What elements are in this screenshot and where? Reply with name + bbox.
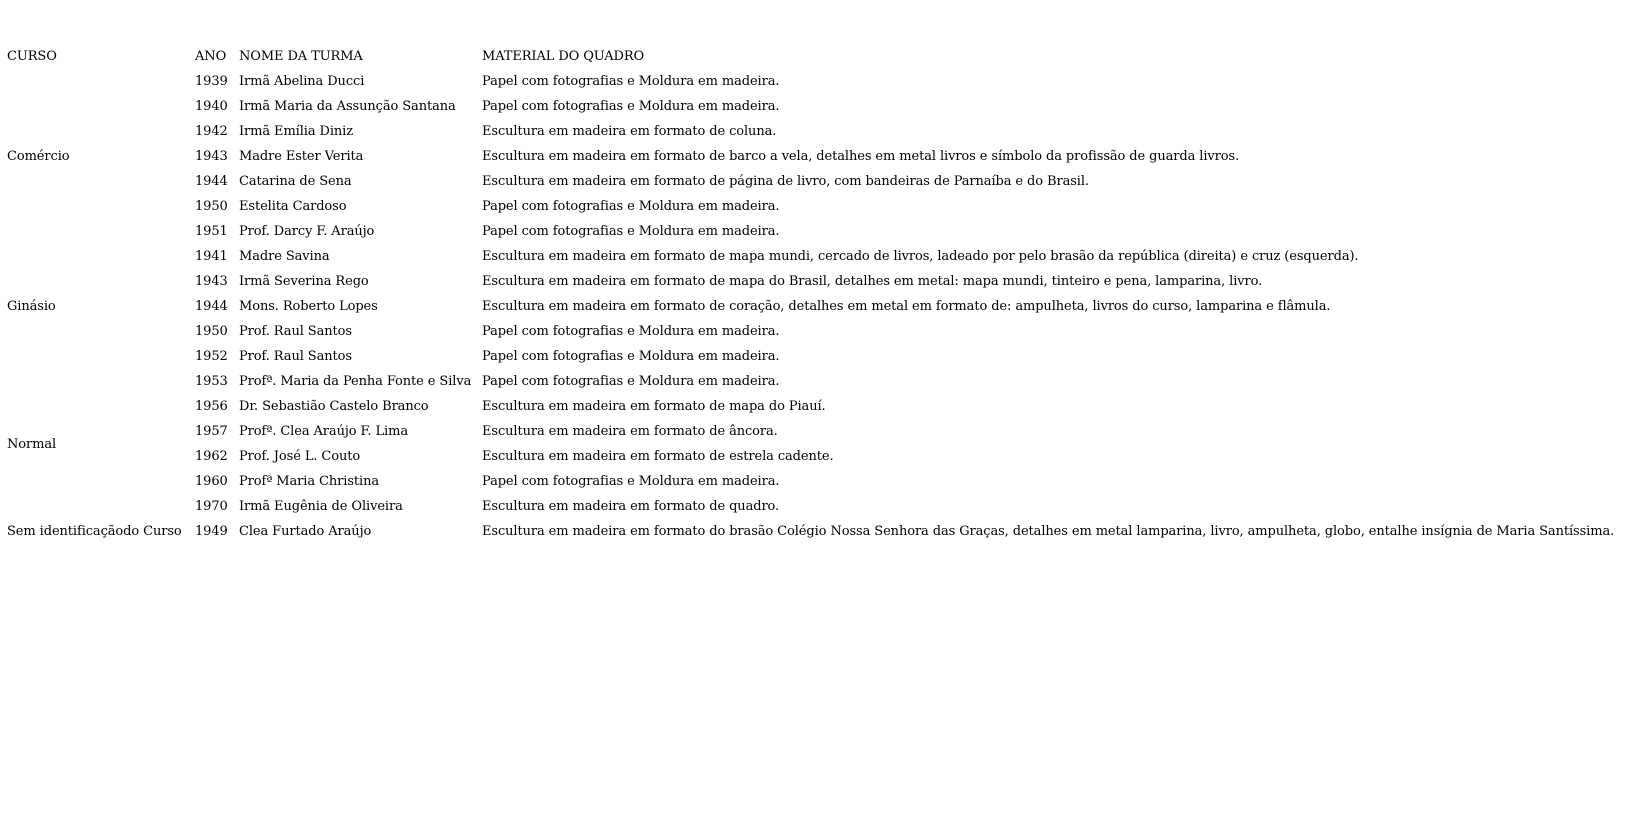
cell-material: Escultura em madeira em formato do brasão Colégio Nossa Senhora das Graças, detalhes em metal lamparina, livro, ampulheta, globo, entalhe insígnia de Maria Santíssima. — [482, 524, 1615, 539]
cell-material: Escultura em madeira em formato de página de livro, com bandeiras de Parnaíba e do Brasil. — [482, 174, 1089, 189]
cell-material: Papel com fotografias e Moldura em madeira. — [482, 99, 780, 114]
cell-ano: 1957 — [195, 424, 228, 439]
table-body — [7, 69, 1614, 544]
cell-material: Papel com fotografias e Moldura em madeira. — [482, 374, 780, 389]
header-turma: NOME DA TURMA — [239, 49, 363, 64]
cell-turma: Madre Ester Verita — [239, 149, 364, 164]
table-row — [7, 469, 1614, 494]
cell-turma: Dr. Sebastião Castelo Branco — [239, 399, 429, 414]
cell-turma: Irmã Severina Rego — [239, 274, 369, 289]
cell-material: Papel com fotografias e Moldura em madeira. — [482, 474, 780, 489]
cell-turma: Prof. Raul Santos — [239, 324, 352, 339]
cell-material: Papel com fotografias e Moldura em madeira. — [482, 199, 780, 214]
cell-material: Escultura em madeira em formato de mapa do Piauí. — [482, 399, 826, 414]
header-material: MATERIAL DO QUADRO — [482, 49, 645, 64]
table-row — [7, 494, 1614, 519]
cell-ano: 1943 — [195, 274, 228, 289]
cell-ano: 1943 — [195, 149, 228, 164]
cell-turma: Prof. Darcy F. Araújo — [239, 224, 375, 239]
cell-material: Escultura em madeira em formato de estrela cadente. — [482, 449, 834, 464]
material-table — [7, 44, 1614, 544]
table-row — [7, 169, 1614, 194]
header-ano: ANO — [195, 49, 227, 64]
header-row — [7, 44, 1614, 69]
cell-ano: 1950 — [195, 324, 228, 339]
cell-turma: Madre Savina — [239, 249, 330, 264]
cell-ano: 1941 — [195, 249, 228, 264]
cell-material: Escultura em madeira em formato de coluna. — [482, 124, 777, 139]
table-row — [7, 269, 1614, 294]
cell-turma: Profª Maria Christina — [239, 474, 379, 489]
cell-material: Papel com fotografias e Moldura em madeira. — [482, 74, 780, 89]
table-row — [7, 144, 1614, 169]
cell-ano: 1950 — [195, 199, 228, 214]
cell-material: Papel com fotografias e Moldura em madeira. — [482, 224, 780, 239]
table-row — [7, 519, 1614, 544]
table-row — [7, 344, 1614, 369]
cell-turma: Irmã Eugênia de Oliveira — [239, 499, 403, 514]
cell-ano: 1951 — [195, 224, 228, 239]
cell-turma: Mons. Roberto Lopes — [239, 299, 378, 314]
table-row — [7, 94, 1614, 119]
cell-material: Escultura em madeira em formato de coração, detalhes em metal em formato de: ampulheta, livros do curso, lamparina e flâmula. — [482, 299, 1331, 314]
cell-material: Escultura em madeira em formato de mapa mundi, cercado de livros, ladeado por pelo brasão da república (direita) e cruz (esquerda). — [482, 249, 1359, 264]
cell-ano: 1953 — [195, 374, 228, 389]
cell-material: Escultura em madeira em formato de barco a vela, detalhes em metal livros e símbolo da profissão de guarda livros. — [482, 149, 1240, 164]
cell-turma: Irmã Emília Diniz — [239, 124, 353, 139]
table-row — [7, 419, 1614, 444]
table-row — [7, 244, 1614, 269]
cell-turma: Profª. Clea Araújo F. Lima — [239, 424, 408, 439]
cell-curso: Comércio — [7, 149, 70, 164]
cell-material: Papel com fotografias e Moldura em madeira. — [482, 324, 780, 339]
cell-turma: Irmã Maria da Assunção Santana — [239, 99, 456, 114]
cell-turma: Prof. José L. Couto — [239, 449, 361, 464]
cell-material: Escultura em madeira em formato de mapa do Brasil, detalhes em metal: mapa mundi, tinteiro e pena, lamparina, livro. — [482, 274, 1263, 289]
cell-ano: 1956 — [195, 399, 228, 414]
cell-ano: 1962 — [195, 449, 228, 464]
table-row — [7, 294, 1614, 319]
table-row — [7, 394, 1614, 419]
cell-curso: Sem identificaçãodo Curso — [7, 524, 182, 539]
cell-turma: Estelita Cardoso — [239, 199, 347, 214]
cell-curso: Ginásio — [7, 299, 56, 314]
cell-ano: 1949 — [195, 524, 228, 539]
table-row — [7, 69, 1614, 94]
cell-material: Escultura em madeira em formato de quadro. — [482, 499, 780, 514]
cell-ano: 1960 — [195, 474, 228, 489]
cell-turma: Irmã Abelina Ducci — [239, 74, 365, 89]
table-row — [7, 219, 1614, 244]
table-row — [7, 369, 1614, 394]
cell-ano: 1970 — [195, 499, 228, 514]
cell-turma: Catarina de Sena — [239, 174, 352, 189]
cell-turma: Prof. Raul Santos — [239, 349, 352, 364]
cell-ano: 1942 — [195, 124, 228, 139]
cell-material: Escultura em madeira em formato de âncora. — [482, 424, 778, 439]
cell-ano: 1952 — [195, 349, 228, 364]
cell-turma: Clea Furtado Araújo — [239, 524, 372, 539]
table-row — [7, 119, 1614, 144]
table-row — [7, 319, 1614, 344]
cell-ano: 1944 — [195, 299, 228, 314]
cell-material: Papel com fotografias e Moldura em madeira. — [482, 349, 780, 364]
cell-curso: Normal — [7, 436, 57, 452]
header-curso: CURSO — [7, 49, 57, 64]
cell-ano: 1940 — [195, 99, 228, 114]
table-row — [7, 194, 1614, 219]
cell-ano: 1939 — [195, 74, 228, 89]
cell-ano: 1944 — [195, 174, 228, 189]
table-row — [7, 444, 1614, 469]
cell-turma: Profª. Maria da Penha Fonte e Silva — [239, 374, 472, 389]
